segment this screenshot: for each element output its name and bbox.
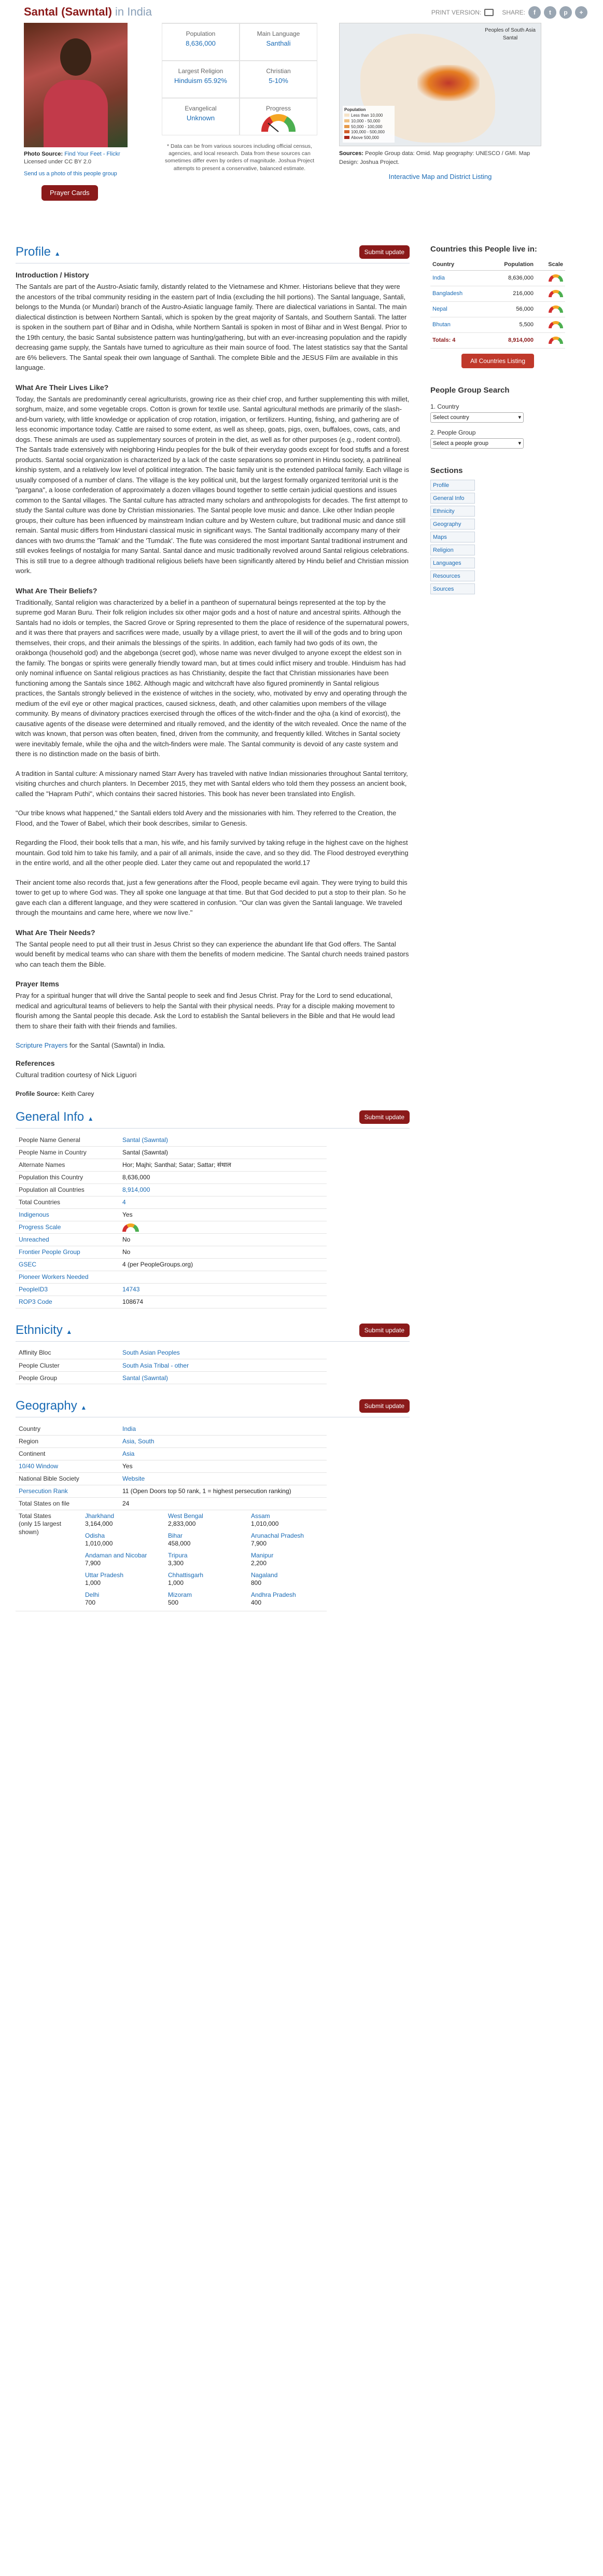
field-label: Country: [19, 1425, 41, 1432]
progress-scale-icon[interactable]: [549, 290, 563, 297]
general-info-table: [16, 1134, 327, 1308]
scripture-prayers-text: for the Santal (Sawntal) in India.: [69, 1041, 166, 1049]
field-value: 24: [122, 1500, 130, 1507]
all-countries-button[interactable]: All Countries Listing: [461, 354, 534, 368]
map-legend: Population Less than 10,000 10,000 - 50,000 50,000 - 100,000 100,000 - 500,000 Above 500,000: [343, 106, 395, 143]
section-nav-general-info[interactable]: General Info: [430, 493, 475, 504]
profile-paragraph: Their ancient tome also records that, just a few generations after the Flood, people became evil again. They were trying to build this tower to get up to where God was. They all spoke one language at that time. But that God decided to put a stop to their plan. So he gave each clan a different language, and they were scattered in confusion. "Our clan was given the Santali language. We traveled through the mountains and came here, where we now live.": [16, 878, 408, 916]
field-value-link[interactable]: 8,914,000: [122, 1186, 150, 1193]
section-nav-profile[interactable]: Profile: [430, 480, 475, 491]
field-value: Santal (Sawntal): [122, 1149, 169, 1156]
section-nav-resources[interactable]: Resources: [430, 570, 475, 581]
stat-population: Population 8,636,000: [162, 23, 240, 61]
country-link[interactable]: Bhutan: [432, 322, 451, 328]
legend-item: 100,000 - 500,000: [344, 130, 393, 135]
state-population: 2,833,000: [168, 1520, 196, 1528]
field-label-link[interactable]: PeopleID3: [19, 1286, 48, 1293]
field-label: Total States on file: [19, 1500, 70, 1507]
country-select[interactable]: Select country ▾: [430, 412, 524, 423]
state-item: [251, 1532, 324, 1552]
state-item: [251, 1512, 324, 1532]
state-population: 3,164,000: [85, 1520, 113, 1528]
field-label: Continent: [19, 1450, 46, 1457]
profile-body: [16, 270, 410, 1031]
state-link[interactable]: Uttar Pradesh: [85, 1571, 124, 1579]
progress-scale-icon[interactable]: [549, 305, 563, 313]
totals-value: 8,914,000: [484, 333, 536, 349]
state-link[interactable]: Andhra Pradesh: [251, 1591, 296, 1598]
state-population: 458,000: [168, 1540, 191, 1548]
countries-table: [430, 259, 565, 349]
field-value-link[interactable]: Santal (Sawntal): [122, 1374, 169, 1382]
largest-religion-value[interactable]: Hinduism 65.92%: [174, 77, 227, 85]
table-row: [16, 1221, 327, 1233]
geography-heading[interactable]: Geography ▲: [16, 1399, 87, 1413]
stat-main-language: Main Language Santhali: [240, 23, 317, 61]
population-value[interactable]: 8,636,000: [186, 39, 216, 47]
field-value: No: [122, 1248, 131, 1256]
legend-item: Above 500,000: [344, 135, 393, 141]
country-population: 5,500: [484, 317, 536, 333]
chevron-down-icon: ▾: [518, 440, 521, 447]
field-label: Region: [19, 1438, 39, 1445]
title-in: in: [115, 5, 124, 18]
field-label: People Group: [19, 1374, 58, 1382]
field-label: People Name in Country: [19, 1149, 87, 1156]
profile-subheading: Introduction / History: [16, 271, 89, 279]
state-link[interactable]: Odisha: [85, 1531, 105, 1539]
photo-license: Licensed under CC BY 2.0: [24, 159, 92, 165]
people-search: People Group Search 1. Country Select country ▾ 2. People Group Select a people group ▾: [430, 385, 565, 449]
profile-heading[interactable]: Profile ▲: [16, 245, 61, 259]
table-row: [16, 1283, 327, 1296]
field-value: 8,636,000: [122, 1174, 150, 1181]
sections-title: Sections: [430, 466, 463, 475]
profile-subheading: What Are Their Beliefs?: [16, 586, 97, 595]
col-population[interactable]: Population: [484, 259, 536, 271]
page-tools: [431, 6, 587, 19]
profile-area: [16, 241, 587, 1098]
prayer-cards-button[interactable]: Prayer Cards: [41, 185, 98, 201]
field-value: 11 (Open Doors top 50 rank, 1 = highest persecution ranking): [122, 1487, 291, 1495]
profile-paragraph: Regarding the Flood, their book tells that a man, his wife, and his family survived by taking refuge in the highest cave on the highest mountain. God told him to take his family, and a pair of all animals, inside the cave, and so they did. The Flood destroyed everything in the entire world, and all the other people died. Later they came out and repopulated the world.17: [16, 839, 409, 867]
country-population: 8,636,000: [484, 271, 536, 286]
states-grid: [85, 1512, 324, 1611]
table-row: [16, 1435, 327, 1447]
profile-section: [16, 241, 410, 1098]
table-row: [16, 1246, 327, 1258]
stats-column: [162, 23, 317, 241]
share-label: SHARE:: [502, 9, 525, 16]
field-value: 4 (per PeopleGroups.org): [122, 1261, 193, 1268]
field-value-link[interactable]: Asia: [122, 1450, 135, 1457]
field-value-link[interactable]: India: [122, 1425, 136, 1432]
sidebar: [430, 241, 565, 1098]
profile-subheading: What Are Their Needs?: [16, 928, 95, 937]
table-row: [16, 1208, 327, 1221]
people-group-photo: [24, 23, 128, 147]
field-value-link[interactable]: South Asia Tribal - other: [122, 1361, 189, 1369]
field-label: National Bible Society: [19, 1475, 79, 1482]
section-nav-religion[interactable]: Religion: [430, 545, 475, 555]
state-item: [251, 1552, 324, 1571]
field-value-link[interactable]: Website: [122, 1475, 145, 1482]
state-population: 1,000: [168, 1579, 184, 1587]
chevron-up-icon: ▲: [66, 1328, 73, 1335]
state-population: 7,900: [85, 1559, 101, 1567]
table-row: [16, 1296, 327, 1308]
send-photo-link[interactable]: Send us a photo of this people group: [24, 170, 117, 177]
table-row: [16, 1258, 327, 1271]
field-value: Yes: [122, 1211, 133, 1218]
state-link[interactable]: Mizoram: [168, 1591, 192, 1598]
state-link[interactable]: Arunachal Pradesh: [251, 1531, 304, 1539]
state-item: [168, 1512, 241, 1532]
country-link[interactable]: Bangladesh: [432, 290, 463, 297]
section-nav-languages[interactable]: Languages: [430, 558, 475, 568]
table-row: [16, 1347, 327, 1359]
field-label-link[interactable]: Frontier People Group: [19, 1248, 80, 1256]
state-population: 400: [251, 1599, 262, 1607]
table-row: [16, 1159, 327, 1171]
col-country[interactable]: Country: [430, 259, 484, 271]
general-info-header: [16, 1106, 410, 1129]
chevron-up-icon: ▲: [54, 250, 61, 257]
stat-christian: Christian 5-10%: [240, 61, 317, 98]
ethnicity-header: [16, 1319, 410, 1342]
table-row: [16, 1183, 327, 1196]
state-link[interactable]: Assam: [251, 1512, 270, 1520]
state-link[interactable]: West Bengal: [168, 1512, 203, 1520]
state-link[interactable]: Manipur: [251, 1551, 274, 1559]
state-item: [168, 1591, 241, 1611]
totals-label: Totals: 4: [430, 333, 484, 349]
print-label: PRINT VERSION:: [431, 9, 482, 16]
references-text: Cultural tradition courtesy of Nick Liguori: [16, 1070, 137, 1079]
ethnicity-section: [16, 1319, 410, 1385]
twitter-icon[interactable]: t: [544, 6, 556, 19]
country-population: 56,000: [484, 302, 536, 317]
overview-section: [16, 23, 587, 241]
section-nav-geography[interactable]: Geography: [430, 519, 475, 530]
geography-submit-button[interactable]: Submit update: [359, 1399, 410, 1413]
field-label: Affinity Bloc: [19, 1349, 51, 1357]
legend-item: 10,000 - 50,000: [344, 119, 393, 124]
profile-paragraph: Pray for a spiritual hunger that will drive the Santal people to seek and find Jesus Christ. Pray for the Lord to send educational, medical and agricultural teams of believers to help the Santal with their physical needs. Pray for a disciple making movement to flourish among the Santal people this decade. Ask the Lord to establish the Santal believers in the Bible and that He would lead them to share their faith with their friends and families.: [16, 992, 395, 1030]
sections-nav: [430, 465, 565, 595]
map-sources: Sources: People Group data: Omid. Map geography: UNESCO / GMI. Map Design: Joshua Project.: [339, 150, 530, 165]
stats-grid: [162, 23, 317, 135]
photo-caption: [24, 150, 140, 166]
profile-paragraph: "Our tribe knows what happened," the Santali elders told Avery and the missionaries with him. They referred to the Creation, the Flood, and the Tower of Babel, which their book describes, similar to Genesis.: [16, 809, 397, 827]
state-population: 1,000: [85, 1579, 101, 1587]
field-label-link[interactable]: Pioneer Workers Needed: [19, 1273, 89, 1280]
state-link[interactable]: Andaman and Nicobar: [85, 1551, 147, 1559]
state-item: [85, 1532, 158, 1552]
profile-header: [16, 241, 410, 263]
state-link[interactable]: Chhattisgarh: [168, 1571, 204, 1579]
field-label-link[interactable]: ROP3 Code: [19, 1298, 52, 1305]
profile-paragraph: Today, the Santals are predominantly cereal agriculturists, growing rice as their chief crop, and further supplementing this with millet, sorghum, maize, and some vegetable crops. Cotton is grown for textile use. Santal agricultural methods are primarily of the slash-and-burn variety, with little knowledge or application of crop rotation, irrigation, or fertilizers. Hunting, fishing, and gathering are of less economic importance today. Cattle are raised to some extent, as well as sheep, goats, pigs, oxen, buffaloes, cows, cats, and dogs. These animals are used as supplementary sources of protein in the diet, as well as for other purposes (e.g., rodent control). The Santals trade extensively with neighboring Hindu peoples for the bulk of their everyday goods except for food stuffs and a forest products. Santal social organization is characterized by a lack of the caste separations so prominent in Hindu society, a patrilineal kinship system, and a relatively low level of political integration. The basic family unit is the extended patrilocal family. Each village is usually composed of a number of clans. The village is the key political unit, but the largest formally organized territorial unit is the "pargana", a loose confederation of approximately a dozen villages bound together to settle certain judicial questions and issues common to the Santal villages. The Santal culture has attracted many scholars and anthropologists for decades. The first attempt to study the Santal culture was done by Christian missionaries. The Santal people love music and dance. Like other Indian people groups, their culture has been influenced by mainstream Indian culture and by Western culture, but traditional music and dance still remain. Santal music differs from Hindustani classical music in significant ways. The Santal traditionally accompany many of their dances with two drums:the 'Tamak' and the 'Tumdak'. The flute was considered the most important Santal traditional instrument and still evokes feelings of nostalgia for many Santal. Santal dance and music traditionally revolved around Santal religious celebrations. This is still true to a degree although traditional religious beliefs have been significantly altered by Hindu belief and Christian mission work.: [16, 395, 410, 575]
general-info-submit-button[interactable]: Submit update: [359, 1110, 410, 1124]
state-link[interactable]: Nagaland: [251, 1571, 278, 1579]
state-population: 1,010,000: [251, 1520, 279, 1528]
field-value-link[interactable]: South Asian Peoples: [122, 1349, 180, 1357]
field-label-link[interactable]: GSEC: [19, 1261, 37, 1268]
general-info-section: [16, 1106, 410, 1308]
state-population: 800: [251, 1579, 262, 1587]
section-nav-ethnicity[interactable]: Ethnicity: [430, 506, 475, 517]
page-title: [24, 3, 152, 20]
state-population: 7,900: [251, 1540, 267, 1548]
field-label: People Cluster: [19, 1361, 60, 1369]
state-item: [168, 1571, 241, 1591]
field-label-link[interactable]: Unreached: [19, 1236, 49, 1243]
field-label-link[interactable]: Persecution Rank: [19, 1487, 68, 1495]
profile-paragraph: Traditionally, Santal religion was characterized by a belief in a pantheon of supernatural beings represented at the top by the supreme god Maran Buru. Their folk religion includes six other major gods and a host of nature and ancestral spirits. Although the Santals had no idols or temples, the Sacred Grove or Spring represented to them the place of residence of the supernatural powers, and it was there that prayers and sacrifices were made, usually by a village priest, to avert the ill will of the gods and to bring upon themselves, their crops, and their animals the blessings of the spirits. In addition, each family had two gods of its own, the orakbonga (household god) and the abgebonga (secret god), whose name was never divulged to anyone except the eldest son in the family. The bongas or spirits were generally friendly toward man, but at times could inflict misery and trouble. Hinduism has had only nominal influence on Santal religious practices as has Christianity, despite the fact that Christian missionaries have been functioning among the Santals since 1862. Although magic and witchcraft have also figured prominently in Santal religious practices, the Santals strongly believed in the existence of witches in the society, who, motivated by envy and operating through the medium of the evil eye or other magical practices, caused sickness, death, and other calamities upon members of the village community. By means of divinatory practices exercised through the offices of the witch-finder and the ojha (a kind of exorcist), the causative agents of the disease were determined and ritually removed, and the identity of the witch revealed. Once the name of the witch was known, that person was often beaten, fined, driven from the community, and frequently killed. Witches in Santal society were inevitably female, while the ojha and the witch-finders were male. The Santal community is devoid of any caste system and there is no distinction made on the basis of birth.: [16, 598, 409, 758]
field-value: Hor; Majhi; Santhal; Satar; Sattar; संथाल: [122, 1161, 231, 1168]
table-row: [16, 1271, 327, 1283]
progress-scale-icon[interactable]: [549, 337, 563, 344]
states-sub: (only 15 largest shown): [19, 1520, 62, 1536]
chevron-down-icon: ▾: [518, 414, 521, 421]
state-item: [85, 1571, 158, 1591]
chevron-up-icon: ▲: [87, 1115, 94, 1122]
general-info-heading[interactable]: General Info ▲: [16, 1110, 94, 1124]
country-link[interactable]: Nepal: [432, 306, 447, 313]
christian-value[interactable]: 5-10%: [269, 77, 288, 85]
search-title: People Group Search: [430, 386, 510, 395]
field-value: 108674: [122, 1298, 144, 1305]
profile-paragraph: The Santals are part of the Austro-Asiatic family, distantly related to the Vietnamese and Khmer. Historians believe that they were the ancestors of the tribal community residing in the eastern part of India (excluding the hill portions). The Santal language, Santali, belongs to the Munda (or Mundari) branch of the Austro-Asiatic language family. There are dialectical variations in Santal. The main dialectical distinction is between Northern Santali, which is spoken by the great majority of Santals, and Southern Santali. The latter is spoken in the southern part of Bihar and in Odisha, while Northern Santali is spoken in most of Bihar and in West Bengal. Prior to the 19th century, the basic Santal subsistence pattern was hunting/gathering, but with an ever-increasing population and the rapidly decreasing game supply, the Santals have turned to agriculture as their main source of food. The latest statistics say that the Santal are 6% believers. The Santal speak their own language of Santhali. The complete Bible and the JESUS Film are available in this language.: [16, 283, 408, 371]
state-link[interactable]: Delhi: [85, 1591, 100, 1598]
title-group-name: Santal (Sawntal): [24, 5, 112, 18]
country-row: [430, 271, 565, 286]
progress-scale-icon[interactable]: [549, 321, 563, 328]
section-nav-sources[interactable]: Sources: [430, 583, 475, 594]
state-population: 700: [85, 1599, 96, 1607]
legend-item: Less than 10,000: [344, 113, 393, 119]
profile-subheading: What Are Their Lives Like?: [16, 383, 109, 392]
ethnicity-heading[interactable]: Ethnicity ▲: [16, 1322, 73, 1337]
field-label: Alternate Names: [19, 1161, 65, 1168]
table-row: [16, 1196, 327, 1208]
table-row: [16, 1171, 327, 1183]
state-population: 500: [168, 1599, 179, 1607]
country-row: [430, 302, 565, 317]
legend-item: 50,000 - 100,000: [344, 124, 393, 130]
country-row: [430, 286, 565, 302]
profile-paragraph: The Santal people need to put all their trust in Jesus Christ so they can experience the abundant life that God offers. The Santal would benefit by medical teams who can share with them the benefits of modern medicine. The Santal church needs trained pastors who can teach them the Bible.: [16, 940, 409, 968]
country-row: [430, 317, 565, 333]
table-row: [16, 1460, 327, 1472]
photo-source-link[interactable]: Find Your Feet - Flickr: [64, 151, 120, 157]
table-row: [16, 1372, 327, 1384]
field-value-link[interactable]: Asia, South: [122, 1438, 155, 1445]
state-item: [251, 1591, 324, 1611]
photo-column: [16, 23, 140, 241]
field-label: People Name General: [19, 1136, 80, 1144]
printer-icon[interactable]: [484, 9, 494, 16]
table-row: [16, 1447, 327, 1460]
profile-submit-button[interactable]: Submit update: [359, 245, 410, 259]
table-row: [16, 1485, 327, 1497]
table-row: [16, 1233, 327, 1246]
table-row: [16, 1423, 327, 1435]
state-link[interactable]: Tripura: [168, 1551, 188, 1559]
title-country: India: [127, 5, 152, 18]
field-label: Population this Country: [19, 1174, 83, 1181]
ethnicity-table: [16, 1347, 327, 1385]
field-value-link[interactable]: 14743: [122, 1286, 140, 1293]
interactive-map-link[interactable]: Interactive Map and District Listing: [388, 173, 492, 180]
state-item: [168, 1552, 241, 1571]
geography-table: [16, 1423, 327, 1510]
field-label-link[interactable]: Indigenous: [19, 1211, 49, 1218]
state-population: 2,200: [251, 1559, 267, 1567]
progress-scale-icon[interactable]: [549, 274, 563, 282]
progress-scale-icon[interactable]: [122, 1223, 139, 1232]
state-population: 3,300: [168, 1559, 184, 1567]
field-label-link[interactable]: 10/40 Window: [19, 1463, 59, 1470]
table-row: [16, 1134, 327, 1146]
main-language-value[interactable]: Santhali: [266, 39, 291, 47]
states-table: [16, 1510, 327, 1611]
state-population: 1,010,000: [85, 1540, 113, 1548]
stats-note: * Data can be from various sources including official census, agencies, and local research. Data from these sources can sometimes differ even by orders of magnitude. Joshua Project attempts to present a conservative, balanced estimate.: [164, 143, 315, 172]
field-label: Population all Countries: [19, 1186, 85, 1193]
pinterest-icon[interactable]: p: [559, 6, 572, 19]
field-label: Total Countries: [19, 1199, 61, 1206]
profile-subheading: Prayer Items: [16, 980, 60, 988]
totals-row: [430, 333, 565, 349]
profile-paragraph: A tradition in Santal culture: A missionary named Starr Avery has traveled with native Indian missionaries throughout Santal territory, visiting churches and church planters. In December 2015, they met with Santal elders who told them they possess an ancient book, called the "Hapram Puthi", which contains their sacred histories. This book has never been translated into English.: [16, 769, 408, 798]
country-link[interactable]: India: [432, 275, 445, 282]
col-scale[interactable]: Scale: [536, 259, 565, 271]
table-row: [16, 1472, 327, 1485]
people-group-map[interactable]: [339, 23, 541, 146]
more-share-icon[interactable]: +: [575, 6, 587, 19]
stat-progress: Progress: [240, 98, 317, 135]
state-item: [85, 1512, 158, 1532]
country-population: 216,000: [484, 286, 536, 302]
table-row: [16, 1497, 327, 1510]
geography-section: [16, 1395, 410, 1611]
stat-evangelical: Evangelical Unknown: [162, 98, 240, 135]
chevron-up-icon: ▲: [80, 1404, 87, 1411]
references-title: References: [16, 1059, 55, 1067]
ethnicity-submit-button[interactable]: Submit update: [359, 1324, 410, 1337]
facebook-icon[interactable]: f: [528, 6, 541, 19]
map-title: Peoples of South Asia Santal: [485, 27, 536, 41]
countries-title: Countries this People live in:: [430, 245, 537, 254]
map-column: [339, 23, 541, 241]
page-header: [16, 0, 587, 23]
field-value: No: [122, 1236, 131, 1243]
field-label-link[interactable]: Progress Scale: [19, 1223, 61, 1231]
field-value: Yes: [122, 1463, 133, 1470]
state-item: [85, 1552, 158, 1571]
state-item: [251, 1571, 324, 1591]
photo-source-label: Photo Source:: [24, 151, 63, 157]
progress-gauge-icon[interactable]: [261, 114, 296, 132]
state-link[interactable]: Bihar: [168, 1531, 183, 1539]
people-group-select[interactable]: Select a people group ▾: [430, 438, 524, 449]
scripture-prayers-link[interactable]: Scripture Prayers: [16, 1041, 68, 1049]
field-value-link[interactable]: 4: [122, 1199, 126, 1206]
field-value-link[interactable]: Santal (Sawntal): [122, 1136, 169, 1144]
state-link[interactable]: Jharkhand: [85, 1512, 115, 1520]
table-row: [16, 1146, 327, 1159]
section-nav-maps[interactable]: Maps: [430, 532, 475, 542]
profile-source: Profile Source: Keith Carey: [16, 1090, 94, 1097]
evangelical-value[interactable]: Unknown: [186, 114, 215, 122]
states-label: Total States: [19, 1512, 51, 1520]
table-row: [16, 1359, 327, 1372]
geography-header: [16, 1395, 410, 1417]
state-item: [85, 1591, 158, 1611]
stat-largest-religion: Largest Religion Hinduism 65.92%: [162, 61, 240, 98]
state-item: [168, 1532, 241, 1552]
